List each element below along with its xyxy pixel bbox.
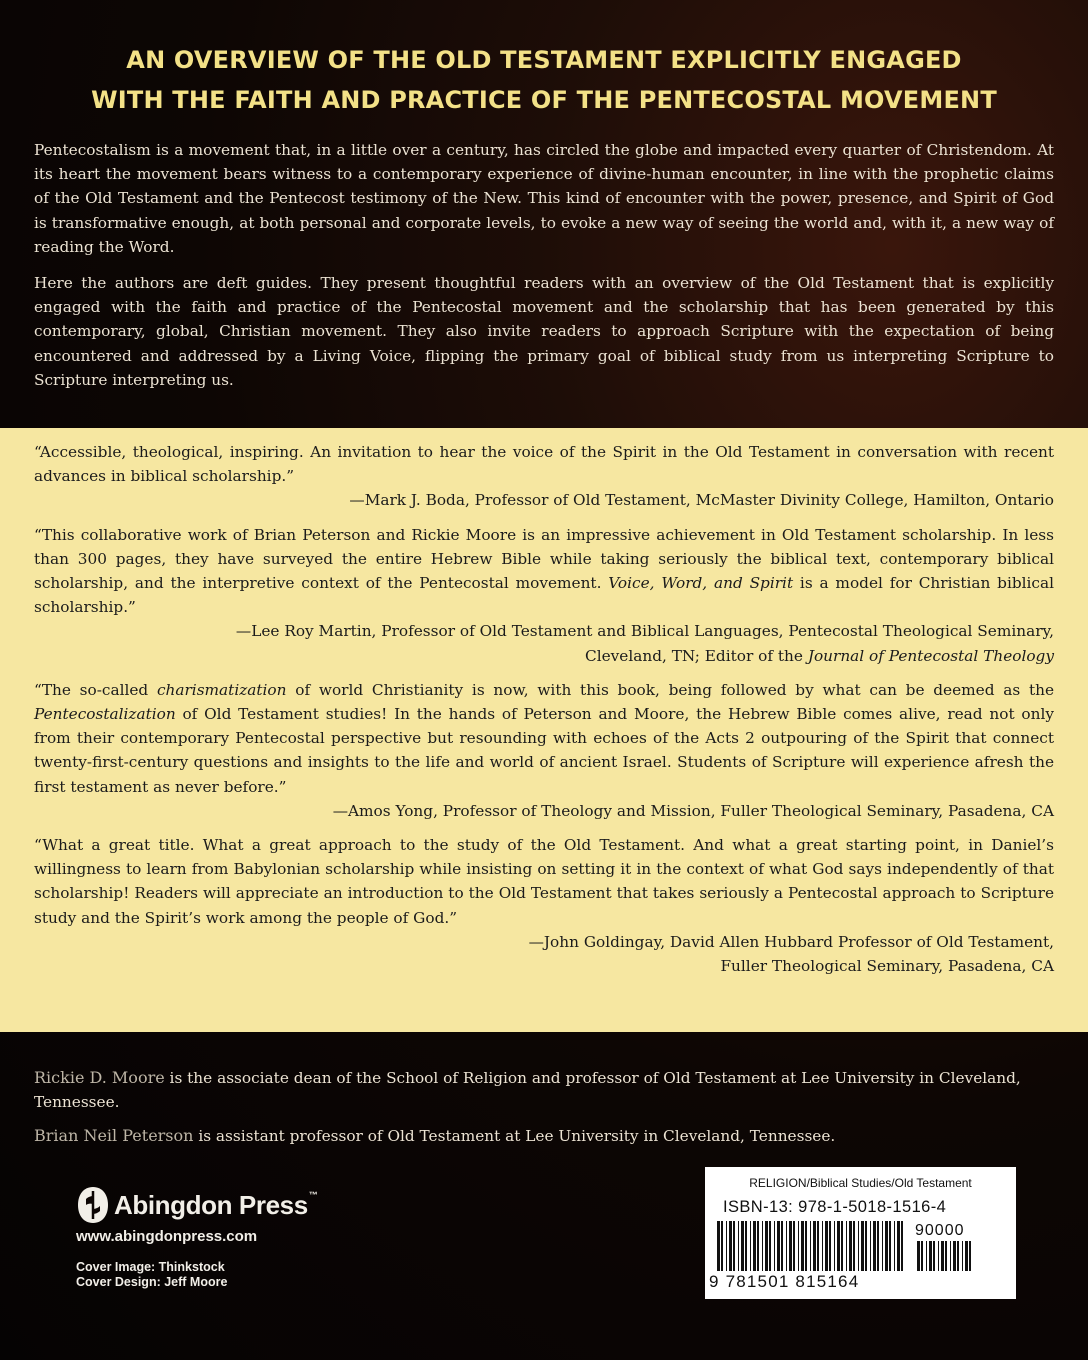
barcode-bar (962, 1241, 963, 1271)
isbn-number: ISBN-13: 978-1-5018-1516-4 (723, 1198, 947, 1216)
barcode-bar (957, 1241, 959, 1271)
headline (0, 40, 1088, 120)
barcode-bar (846, 1221, 847, 1271)
author-name: Brian Neil Peterson (34, 1126, 194, 1146)
author-bio-text: is assistant professor of Old Testament at Lee University in Cleveland, Tennessee. (193, 1127, 836, 1146)
barcode-bar (786, 1221, 787, 1271)
author-bio-text: is the associate dean of the School of Religion and professor of Old Testament at Lee University in Cleveland, Tennessee. (34, 1069, 1021, 1112)
attribution-line: —John Goldingay, David Allen Hubbard Professor of Old Testament, (528, 932, 1054, 951)
price-code: 90000 (915, 1222, 965, 1239)
barcode-category: RELIGION/Biblical Studies/Old Testament (749, 1176, 972, 1190)
barcode-bar (929, 1241, 932, 1271)
intro-paragraph-1: Pentecostalism is a movement that, in a little over a century, has circled the globe and impacted every quarter of Christendom. At its heart the movement bears witness to a contemporary experience of divine-human encounter, in line with the prophetic claims of the Old Testament and the Pentecost testimony of the New. This kind of encounter with the power, presence, and Spirit of God is transformative enough, at both personal and corporate levels, to evoke a new way of seeing the world and, with it, a new way of reading the Word. (34, 141, 1054, 256)
endorsement-attribution (34, 619, 1054, 667)
abingdon-logo-icon (76, 1186, 110, 1224)
endorsement-text-part: “The so-called (34, 680, 157, 699)
book-title-italic: Voice, Word, and Spirit (608, 574, 794, 593)
barcode-bar (877, 1221, 879, 1271)
endorsement-attribution: —Mark J. Boda, Professor of Old Testament, McMaster Divinity College, Hamilton, Ontario (349, 491, 1054, 510)
barcode-bar (829, 1221, 831, 1271)
publisher-name (114, 1190, 317, 1221)
barcode-bar (921, 1241, 923, 1271)
barcode-bar (897, 1221, 900, 1271)
barcode-bar (933, 1241, 935, 1271)
barcode-bar (721, 1221, 723, 1271)
intro-paragraph-2: Here the authors are deft guides. They present thoughtful readers with an overview of the Old Testament that is explicitly engaged with the faith and practice of the Pentecostal movement and the scholarship that has been generated by this contemporary, global, Christian movement. They also invite readers to approach Scripture with the expectation of being encountered and addressed by a Living Voice, flipping the primary goal of biblical study from us interpreting Scripture to Scripture interpreting us. (34, 274, 1054, 389)
attribution-line: Cleveland, TN; Editor of the (584, 646, 808, 665)
barcode-bar (805, 1221, 807, 1271)
headline-line-1: AN OVERVIEW OF THE OLD TESTAMENT EXPLICITLY ENGAGED (126, 46, 962, 74)
barcode-bar (825, 1221, 828, 1271)
cover-design-credit: Cover Design: Jeff Moore (76, 1275, 228, 1289)
barcode-bar (798, 1221, 799, 1271)
barcode-bar (822, 1221, 823, 1271)
trademark-symbol: ™ (308, 1189, 318, 1200)
barcode-bar (769, 1221, 771, 1271)
barcode-bar (870, 1221, 871, 1271)
barcode-bar (889, 1221, 891, 1271)
endorsement-boda (34, 440, 1054, 513)
barcode-bar (841, 1221, 843, 1271)
headline-line-2: WITH THE FAITH AND PRACTICE OF THE PENTECOSTAL MOVEMENT (91, 86, 997, 114)
endorsement-yong (34, 678, 1054, 823)
barcode-bar (950, 1241, 951, 1271)
publisher-logo (76, 1186, 317, 1224)
barcode-bar (717, 1221, 720, 1271)
barcode-bar (745, 1221, 747, 1271)
endorsement-text (34, 678, 1054, 799)
barcode-bar (941, 1241, 944, 1271)
endorsement-text (34, 523, 1054, 620)
barcode-bar (774, 1221, 775, 1271)
barcode-bar (813, 1221, 816, 1271)
barcode-bar (781, 1221, 783, 1271)
endorsement-text: “Accessible, theological, inspiring. An invitation to hear the voice of the Spirit in the Old Testament in conversation with recent advances in biblical scholarship.” (34, 443, 1054, 486)
endorsement-goldingay (34, 833, 1054, 978)
barcode-bar (801, 1221, 804, 1271)
barcode-bar (757, 1221, 759, 1271)
barcode-bar (777, 1221, 780, 1271)
endorsement-text-part: of Old Testament studies! In the hands of Peterson and Moore, the Hebrew Bible comes alive, read not only from their contemporary Pentecostal perspective but resounding with echoes of the Acts 2 outpouring of the Spirit that connect twenty-first-century questions and insights to the life and world of ancient Israel. Students of Scripture will experience afresh the first testament as never before.” (34, 705, 1054, 796)
attribution-line: Fuller Theological Seminary, Pasadena, CA (720, 957, 1054, 976)
barcode-bar (901, 1221, 903, 1271)
endorsement-martin (34, 523, 1054, 668)
publisher-block (76, 1186, 317, 1290)
barcode-bar (917, 1241, 920, 1271)
barcode-bar (873, 1221, 876, 1271)
barcode-bar (965, 1241, 968, 1271)
italic-term: charismatization (156, 680, 287, 699)
cover-image-credit: Cover Image: Thinkstock (76, 1260, 225, 1274)
endorsement-attribution (34, 930, 1054, 978)
barcode-bar (837, 1221, 840, 1271)
publisher-url: www.abingdonpress.com (76, 1228, 258, 1245)
barcode-bar (726, 1221, 727, 1271)
price-barcode (915, 1241, 973, 1271)
barcode-bar (765, 1221, 768, 1271)
barcode-bar (733, 1221, 735, 1271)
barcode-bar (789, 1221, 792, 1271)
intro-description (34, 138, 1054, 404)
barcode-bar (894, 1221, 895, 1271)
barcode-bar (738, 1221, 739, 1271)
endorsement-text-part: is a model for Christian biblical scholarship.” (34, 574, 1054, 617)
endorsement-text: “What a great title. What a great approach to the study of the Old Testament. And what a great starting point, in Daniel’s willingness to learn from Babylonian scholarship while insisting on setting it in the context of what God says independently of that scholarship! Readers will appreciate an introduction to the Old Testament that takes seriously a Pentecostal approach to Scripture study and the Spirit’s work among the people of God.” (34, 836, 1054, 927)
barcode-bar (945, 1241, 947, 1271)
barcode-bar (793, 1221, 795, 1271)
barcode-bar (834, 1221, 835, 1271)
barcode-bar (926, 1241, 927, 1271)
ean-barcode (715, 1221, 907, 1271)
journal-title-italic: Journal of Pentecostal Theology (807, 646, 1054, 665)
endorsement-text-part: “This collaborative work of Brian Peterson and Rickie Moore is an impressive achievement in Old Testament scholarship. In less than 300 pages, they have surveyed the entire Hebrew Bible while taking seriously the biblical text, contemporary biblical scholarship, and the interpretive context of the Pentecostal movement. (34, 525, 1054, 593)
barcode-bar (753, 1221, 756, 1271)
barcode-bar (885, 1221, 888, 1271)
barcode-bar (817, 1221, 819, 1271)
barcode-bar (762, 1221, 763, 1271)
barcode-bar (865, 1221, 867, 1271)
barcode-digits: 9 781501 815164 (709, 1272, 860, 1291)
barcode-bar (729, 1221, 732, 1271)
author-name: Rickie D. Moore (34, 1068, 165, 1087)
barcode-bar (969, 1241, 971, 1271)
barcode-bar (750, 1221, 751, 1271)
author-bios (34, 1066, 1054, 1159)
barcode-bar (938, 1241, 939, 1271)
barcode-bar (853, 1221, 855, 1271)
author-bio-peterson (34, 1124, 1054, 1148)
barcode-bar (861, 1221, 864, 1271)
author-bio-moore (34, 1066, 1054, 1114)
barcode-box (705, 1167, 1016, 1299)
barcode-bar (810, 1221, 811, 1271)
cover-credits (76, 1260, 317, 1290)
endorsements-panel (0, 428, 1088, 1032)
barcode-bar (741, 1221, 744, 1271)
barcode-bar (849, 1221, 852, 1271)
endorsement-text-part: of world Christianity is now, with this book, being followed by what can be deemed as the (286, 680, 1054, 699)
attribution-line: —Lee Roy Martin, Professor of Old Testament and Biblical Languages, Pentecostal Theological Seminary, (235, 622, 1054, 641)
barcode-bar (953, 1241, 956, 1271)
publisher-name-text: Abingdon Press (114, 1189, 308, 1220)
barcode-bar (858, 1221, 859, 1271)
barcode-bar (882, 1221, 883, 1271)
endorsement-attribution: —Amos Yong, Professor of Theology and Mission, Fuller Theological Seminary, Pasadena, CA (332, 801, 1054, 820)
italic-term: Pentecostalization (34, 705, 176, 724)
